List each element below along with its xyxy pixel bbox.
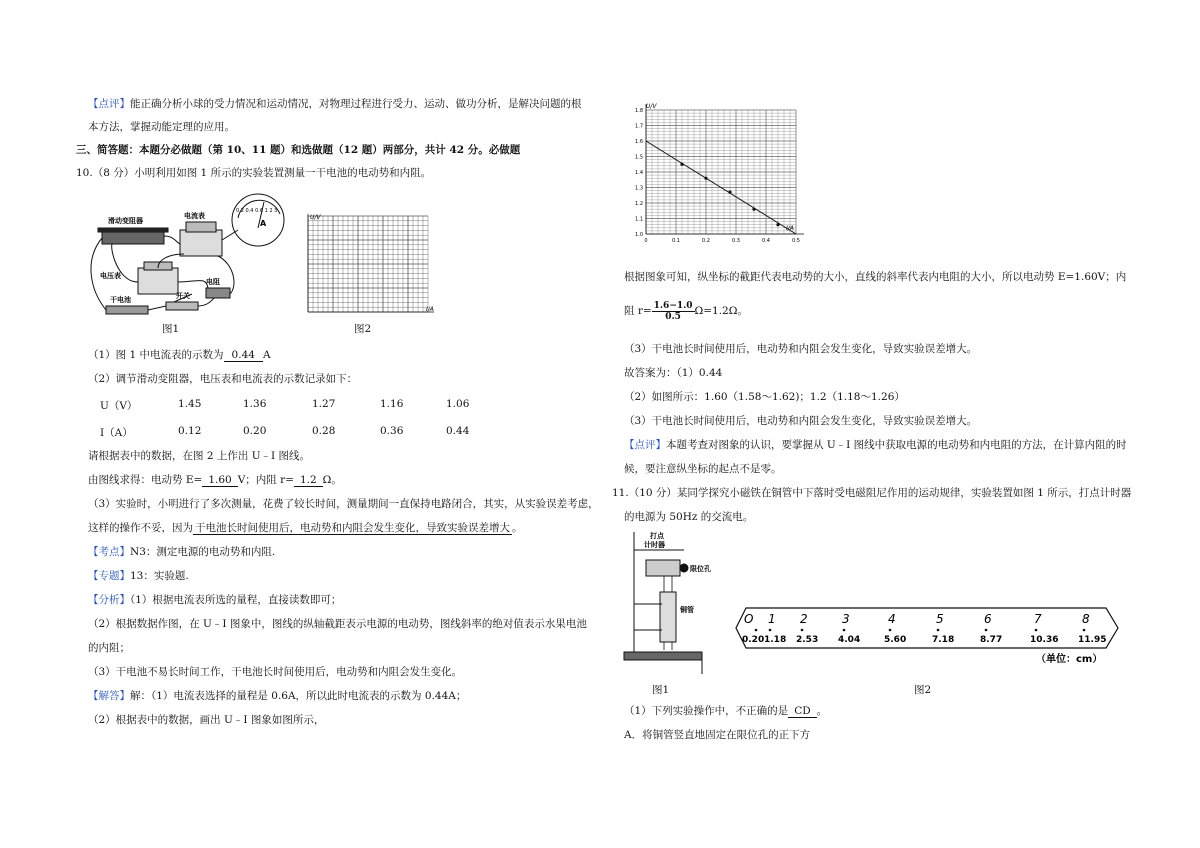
y-tick-label: 1.3 (635, 185, 643, 192)
x-tick-label: 0.4 (762, 238, 770, 244)
topic: 【专题】13：实验题. (88, 570, 189, 582)
question-10: 10.（8 分）小明利用如图 1 所示的实验装置测量一干电池的电动势和内阻。 (76, 167, 432, 179)
answer-blank-reason: 干电池长时间使用后，电动势和内阻会发生变化，导致实验误差增大 (195, 522, 510, 534)
graph-xlabel: I/A (786, 225, 794, 232)
tape-number: 5 (936, 612, 944, 626)
tape-dot (985, 629, 988, 632)
data-point (728, 191, 731, 194)
tape-number: 3 (842, 612, 850, 626)
part-2: （2）调节滑动变阻器，电压表和电流表的示数记录如下： (88, 373, 358, 385)
review-paragraph-line2: 本方法，掌握动能定理的应用。 (88, 121, 235, 133)
review-tag: 【点评】 (88, 98, 130, 110)
tape-dot (755, 629, 758, 632)
x-tick-label: 0 (644, 238, 648, 244)
empty-grid-figure (302, 212, 442, 324)
tape-dot (801, 629, 804, 632)
label-hole: 限位孔 (690, 565, 711, 573)
knowledge-point: 【考点】N3：测定电源的电动势和内阻. (88, 546, 276, 558)
solution-line2: （2）根据表中的数据，画出 U﹣I 图象如图所示， (88, 714, 325, 726)
table-cell: 1.27 (312, 398, 336, 410)
paper-tape-figure (734, 606, 1124, 666)
analysis-line3: 的内阻； (88, 642, 130, 654)
x-tick-label: 0.5 (792, 238, 800, 244)
y-tick-label: 1.6 (635, 139, 643, 145)
part-3: （3）实验时，小明进行了多次测量，花费了较长时间，测量期间一直保持电路闭合，其实，从实验误差考虑， (88, 498, 599, 510)
option-a: A．将铜管竖直地固定在限位孔的正下方 (624, 729, 811, 741)
final-answer-3: （3）干电池长时间使用后，电动势和内阻会发生变化，导致实验误差增大。 (624, 415, 978, 427)
tape-dot (1083, 629, 1086, 632)
tape-dot (769, 629, 772, 632)
tape-value: 4.04 (838, 635, 861, 645)
tape-number: 4 (888, 612, 896, 626)
y-tick-label: 1.4 (635, 170, 643, 176)
tape-dot (937, 629, 940, 632)
label-rheostat: 滑动变阻器 (108, 217, 143, 225)
tape-value: 1.18 (764, 635, 787, 645)
part-3-line2: 这样的操作不妥，因为 干电池长时间使用后，电动势和内阻会发生变化，导致实验误差增大 。 (88, 522, 523, 534)
table-cell: 0.28 (312, 425, 336, 437)
tape-value: 10.36 (1030, 635, 1059, 645)
fraction: $\frac{1.6-1.0}{0.5}$ (653, 300, 693, 322)
x-tick-label: 0.1 (672, 238, 680, 244)
grid-xlabel: I/A (426, 306, 434, 313)
review-paragraph-2: 【点评】本题考查对图象的认识，要掌握从 U﹣I 图线中获取电源的电动势和内电阻的方法，在计算内阻的时 (624, 439, 1127, 451)
label-timer-2: 计时器 (644, 541, 665, 549)
label-dial-scale: 0.2 0.4 0.6 1 2 3 (236, 208, 278, 214)
final-answer-2: （2）如图所示：1.60（1.58～1.62)；1.2（1.18～1.26） (624, 391, 905, 403)
answer-blank-current: 0.44 (224, 349, 263, 362)
table-cell: 1.45 (178, 398, 202, 410)
label-resistor: 电阻 (206, 278, 220, 286)
section-heading: 三、简答题：本题分必做题（第 10、11 题）和选做题（12 题）两部分，共计 42 分。必做题 (76, 144, 521, 156)
label-timer-1: 打点 (650, 532, 664, 540)
tape-value: 8.77 (980, 635, 1003, 645)
question-11-line2: 的电源为 50Hz 的交流电。 (624, 511, 754, 523)
tape-dot (889, 629, 892, 632)
y-tick-label: 1.2 (635, 201, 643, 207)
answer-explanation: 根据图象可知，纵坐标的截距代表电动势的大小，直线的斜率代表内电阻的大小，所以电动势 E=1.60V；内 (624, 271, 1127, 283)
table-cell: 1.36 (243, 398, 267, 410)
part-1: （1）图 1 中电流表的示数为 0.44 A (88, 349, 271, 361)
table-cell: 0.12 (178, 425, 202, 437)
final-answer: 故答案为：（1）0.44 (624, 367, 723, 379)
data-point (776, 223, 779, 226)
fig2-caption: 图2 (354, 323, 372, 335)
answer-blank-cd: CD (788, 705, 816, 718)
q11-part-1: （1）下列实验操作中，不正确的是 CD 。 (624, 705, 828, 717)
label-battery: 干电池 (110, 296, 131, 304)
tape-number: 1 (768, 612, 776, 626)
analysis-line4: （3）干电池不易长时间工作，干电池长时间使用后，电动势和内阻会发生变化。 (88, 666, 463, 678)
answer-blank-emf: 1.60 (202, 474, 237, 487)
answer-part-3: （3）干电池长时间使用后，电动势和内阻会发生变化，导致实验误差增大。 (624, 343, 978, 355)
resistance-formula: 阻 r= $\frac{1.6-1.0}{0.5}$ Ω=1.2Ω。 (624, 300, 748, 322)
tape-caption: 图2 (914, 684, 932, 696)
y-tick-label: 1.0 (635, 232, 643, 238)
grid-ylabel: U/V (310, 214, 321, 221)
table-row-label-u: U（V） (100, 400, 138, 412)
table-row-label-i: I（A） (100, 427, 133, 439)
label-ammeter: 电流表 (184, 212, 205, 220)
table-cell: 0.20 (243, 425, 267, 437)
y-tick-label: 1.1 (635, 216, 643, 223)
apparatus-caption: 图1 (652, 684, 670, 696)
tape-value: 2.53 (796, 635, 819, 645)
data-point (704, 177, 707, 180)
review-paragraph: 【点评】能正确分析小球的受力情况和运动情况，对物理过程进行受力、运动、做功分析，是解决问题的根 (88, 98, 582, 110)
table-cell: 1.06 (446, 398, 470, 410)
tape-number: 2 (800, 612, 808, 626)
table-cell: 0.44 (446, 425, 470, 437)
analysis: 【分析】（1）根据电流表所选的量程，直接读数即可； (88, 594, 342, 606)
graph-ylabel: U/V (646, 103, 657, 110)
part-2-result: 由图线求得：电动势 E= 1.60 V；内阻 r= 1.2 Ω。 (88, 474, 342, 486)
tape-value: 11.95 (1078, 635, 1107, 645)
solution: 【解答】解：（1）电流表选择的量程是 0.6A，所以此时电流表的示数为 0.44A； (88, 690, 467, 702)
tape-unit: （单位：cm） (1036, 654, 1103, 665)
table-cell: 1.16 (380, 398, 404, 410)
apparatus-figure (622, 526, 712, 676)
tape-value: 0.20 (742, 635, 765, 645)
label-switch: 开关 (176, 292, 190, 300)
x-tick-label: 0.2 (702, 238, 710, 244)
label-pipe: 铜管 (680, 606, 694, 614)
tape-value: 7.18 (932, 635, 955, 645)
analysis-line2: （2）根据数据作图，在 U﹣I 图象中，图线的纵轴截距表示电源的电动势，图线斜率的绝对值表示水果电池 (88, 618, 587, 630)
ui-graph (616, 100, 806, 250)
review-paragraph-2-line2: 候，要注意纵坐标的起点不是零。 (624, 463, 782, 475)
tape-number: 7 (1034, 612, 1042, 626)
label-dial-unit: A (260, 219, 267, 228)
answer-blank-resistance: 1.2 (294, 474, 323, 487)
x-tick-label: 0.3 (732, 238, 740, 244)
tape-number: 6 (984, 612, 992, 626)
data-point (680, 163, 683, 166)
y-tick-label: 1.7 (635, 123, 643, 130)
label-voltmeter: 电压表 (100, 272, 121, 280)
table-cell: 0.36 (380, 425, 404, 437)
circuit-figure (88, 190, 308, 322)
part-2-instruction: 请根据表中的数据，在图 2 上作出 U﹣I 图线。 (88, 450, 311, 462)
question-11: 11.（10 分）某同学探究小磁铁在铜管中下落时受电磁阻尼作用的运动规律，实验装置如图 1 所示，打点计时器 (612, 487, 1132, 499)
tape-dot (1035, 629, 1038, 632)
y-tick-label: 1.5 (635, 154, 643, 161)
data-point (752, 208, 755, 211)
fig1-caption: 图1 (162, 323, 180, 335)
tape-value: 5.60 (884, 635, 907, 645)
y-tick-label: 1.8 (635, 108, 643, 114)
tape-number: O (744, 612, 754, 626)
tape-dot (843, 629, 846, 632)
tape-number: 8 (1082, 612, 1090, 626)
